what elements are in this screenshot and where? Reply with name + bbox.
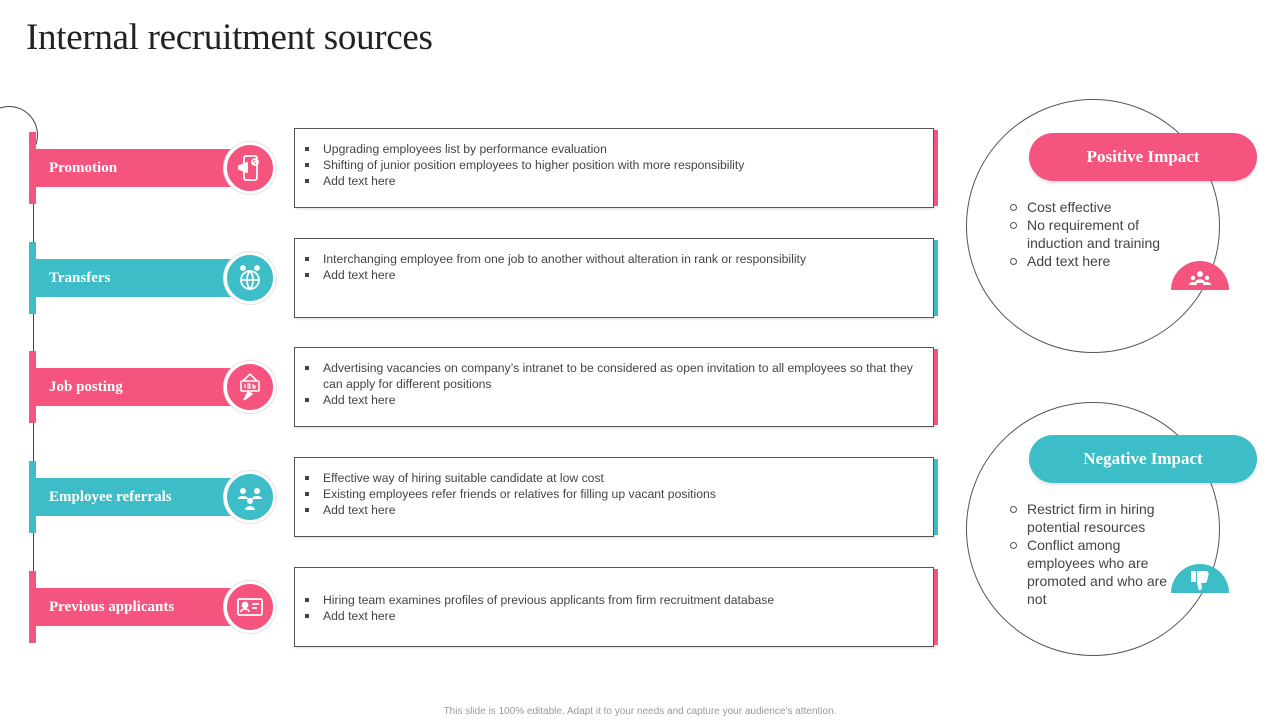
list-item: Conflict among employees who are promoted and who are not: [1010, 536, 1170, 608]
description-accent: [934, 349, 938, 425]
job-sign-icon: [224, 361, 276, 413]
description-box: [294, 457, 934, 537]
bullet-item: Advertising vacancies on company’s intranet to be considered as open invitation to all employees so that they can apply for different positions: [305, 360, 913, 392]
description-accent: [934, 569, 938, 645]
bullet-item: Add text here: [305, 173, 913, 189]
source-row-promotion: [0, 128, 950, 210]
bullet-item: Upgrading employees list by performance evaluation: [305, 141, 913, 157]
footer-note: This slide is 100% editable. Adapt it to your needs and capture your audience’s attention.: [443, 706, 837, 717]
page-title: Internal recruitment sources: [26, 17, 433, 58]
bar-stub: [29, 351, 36, 423]
list-item: Cost effective: [1010, 198, 1180, 216]
description-accent: [934, 459, 938, 535]
negative-impact-title: Negative Impact: [1029, 435, 1257, 483]
bar-stub: [29, 132, 36, 204]
positive-impact-title: Positive Impact: [1029, 133, 1257, 181]
list-item: Restrict firm in hiring potential resources: [1010, 500, 1170, 536]
bar-stub: [29, 242, 36, 314]
source-row-transfers: [0, 238, 950, 320]
bullet-item: Add text here: [305, 502, 913, 518]
bar-stub: [29, 571, 36, 643]
description-box: [294, 128, 934, 208]
source-label: Employee referrals: [36, 478, 246, 516]
bullet-item: Add text here: [305, 392, 913, 408]
id-card-icon: [224, 581, 276, 633]
description-box: [294, 238, 934, 318]
source-label: Promotion: [36, 149, 246, 187]
description-box: [294, 567, 934, 647]
bullet-item: Add text here: [305, 267, 913, 283]
bullet-item: Add text here: [305, 608, 913, 624]
description-box: [294, 347, 934, 427]
description-accent: [934, 130, 938, 206]
description-accent: [934, 240, 938, 316]
source-label: Job posting: [36, 368, 246, 406]
positive-impact-list: [1010, 198, 1180, 270]
bar-stub: [29, 461, 36, 533]
bullet-item: Hiring team examines profiles of previous applicants from firm recruitment database: [305, 592, 913, 608]
negative-impact-list: [1010, 500, 1170, 608]
source-row-employee-referrals: [0, 457, 950, 539]
bullet-item: Interchanging employee from one job to another without alteration in rank or responsibility: [305, 251, 913, 267]
source-row-previous-applicants: [0, 567, 950, 649]
globe-people-icon: [224, 252, 276, 304]
bullet-item: Shifting of junior position employees to higher position with more responsibility: [305, 157, 913, 173]
bullet-item: Effective way of hiring suitable candidate at low cost: [305, 470, 913, 486]
people-network-icon: [224, 471, 276, 523]
list-item: Add text here: [1010, 252, 1180, 270]
megaphone-phone-icon: [224, 142, 276, 194]
source-label: Previous applicants: [36, 588, 246, 626]
bullet-item: Existing employees refer friends or relatives for filling up vacant positions: [305, 486, 913, 502]
source-row-job-posting: [0, 347, 950, 429]
list-item: No requirement of induction and training: [1010, 216, 1180, 252]
source-label: Transfers: [36, 259, 246, 297]
